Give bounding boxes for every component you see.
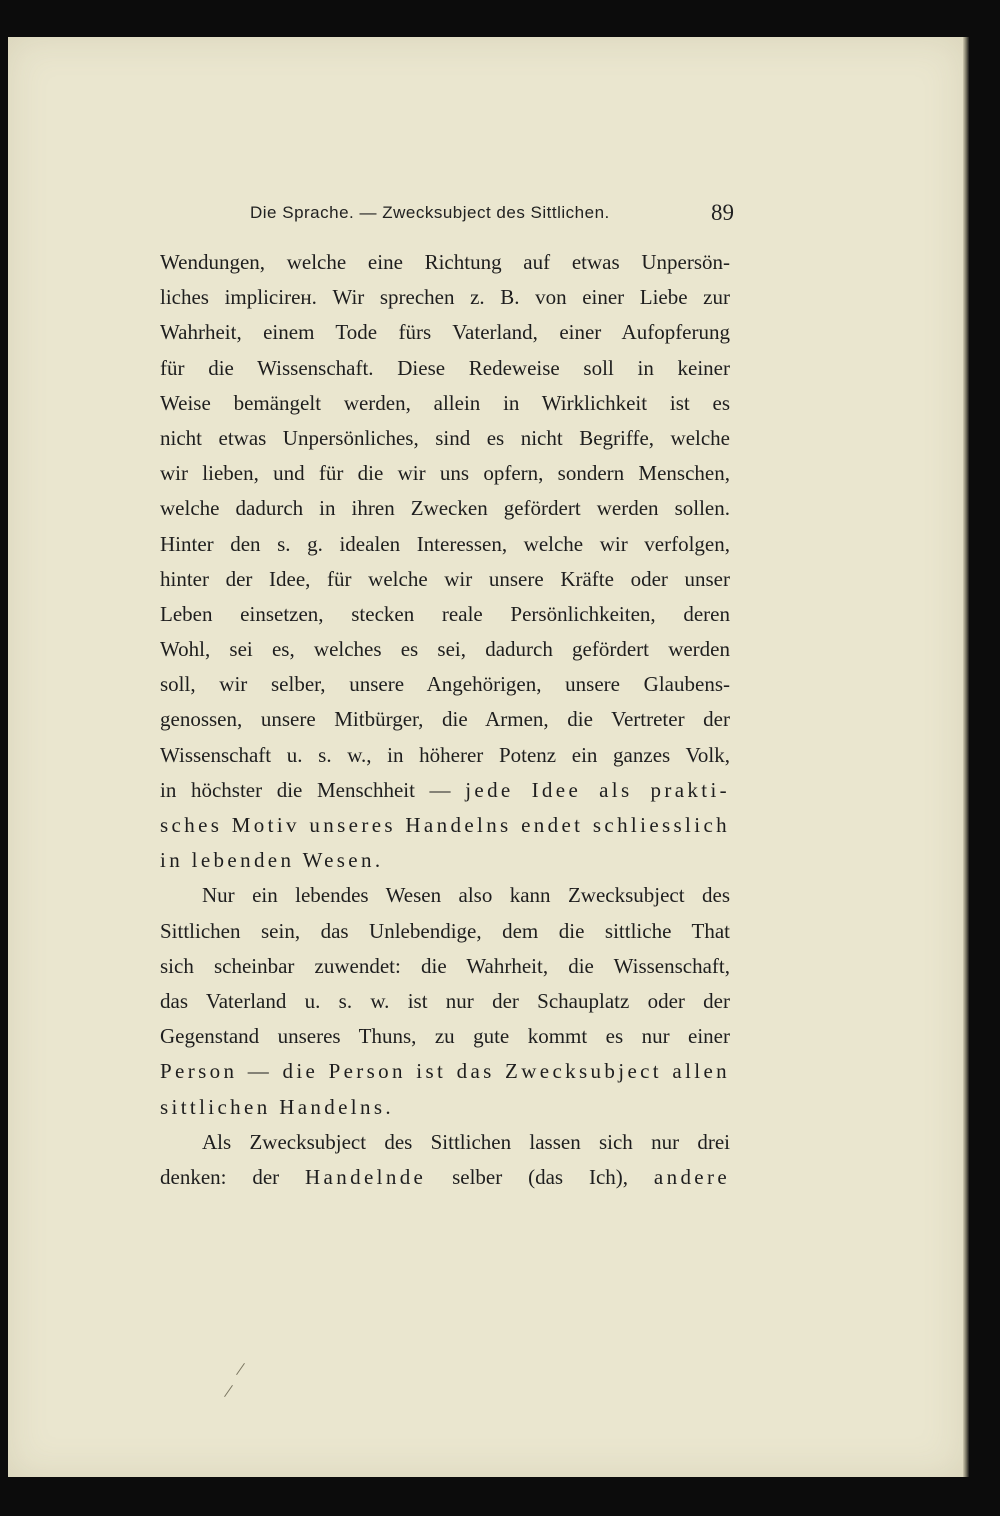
text-line: wir lieben, und für die wir uns opfern, sondern Menschen, [160, 461, 730, 486]
text-line: Leben einsetzen, stecken reale Persönlichkeiten, deren [160, 601, 730, 626]
spaced-emphasis: Handelnde [305, 1164, 427, 1189]
text-line: Sittlichen sein, das Unlebendige, dem die sittliche That [160, 918, 730, 943]
spaced-emphasis-line: Person — die Person ist das Zwecksubject allen [160, 1059, 730, 1084]
running-head: Die Sprache. — Zwecksubject des Sittlichen. [250, 203, 610, 222]
text-line: liches implicirен. Wir sprechen z. B. von einer Liebe zur [160, 285, 730, 310]
text-line-mixed [160, 773, 730, 808]
spaced-emphasis-line: in lebenden Wesen. [160, 848, 384, 873]
page-number: 89 [711, 200, 734, 225]
text-line-mixed [160, 1160, 730, 1195]
text-line: Wendungen, welche eine Richtung auf etwas Unpersön- [160, 250, 730, 274]
text-segment: denken: der [160, 1164, 280, 1189]
text-line: Gegenstand unseres Thuns, zu gute kommt es nur einer [160, 1024, 730, 1049]
text-segment: selber (das Ich), [452, 1164, 629, 1189]
text-segment: in höchster die Menschheit — [160, 777, 451, 802]
paragraph-first-line: Als Zwecksubject des Sittlichen lassen sich nur drei [202, 1129, 730, 1154]
text-line: hinter der Idee, für welche wir unsere Kräfte oder unser [160, 566, 730, 591]
text-line: für die Wissenschaft. Diese Redeweise soll in keiner [160, 355, 730, 380]
paragraph-first-line: Nur ein lebendes Wesen also kann Zwecksubject des [202, 883, 730, 908]
text-line: Hinter den s. g. idealen Interessen, welche wir verfolgen, [160, 531, 730, 556]
body-text [160, 245, 730, 1195]
spaced-emphasis-line: sittlichen Handelns. [160, 1094, 394, 1119]
text-line: welche dadurch in ihren Zwecken gefördert werden sollen. [160, 496, 730, 521]
page-edge [963, 37, 969, 1477]
text-line: Wissenschaft u. s. w., in höherer Potenz ein ganzes Volk, [160, 742, 730, 767]
spaced-emphasis: andere [653, 1164, 731, 1189]
text-line: genossen, unsere Mitbürger, die Armen, die Vertreter der [160, 707, 730, 732]
text-line: Wahrheit, einem Tode fürs Vaterland, einer Aufopferung [160, 320, 730, 345]
text-line: sich scheinbar zuwendet: die Wahrheit, die Wissenschaft, [160, 953, 730, 978]
page-header [250, 200, 734, 230]
spaced-emphasis: jede Idee als prakti- [465, 777, 731, 802]
text-line: Wohl, sei es, welches es sei, dadurch gefördert werden [160, 637, 730, 662]
text-line: nicht etwas Unpersönliches, sind es nicht Begriffe, welche [160, 425, 730, 450]
text-line: Weise bemängelt werden, allein in Wirklichkeit ist es [160, 390, 730, 415]
text-line: soll, wir selber, unsere Angehörigen, unsere Glaubens- [160, 672, 730, 697]
text-line: das Vaterland u. s. w. ist nur der Schauplatz oder der [160, 988, 730, 1013]
spaced-emphasis-line: sches Motiv unseres Handelns endet schliesslich [160, 813, 730, 837]
